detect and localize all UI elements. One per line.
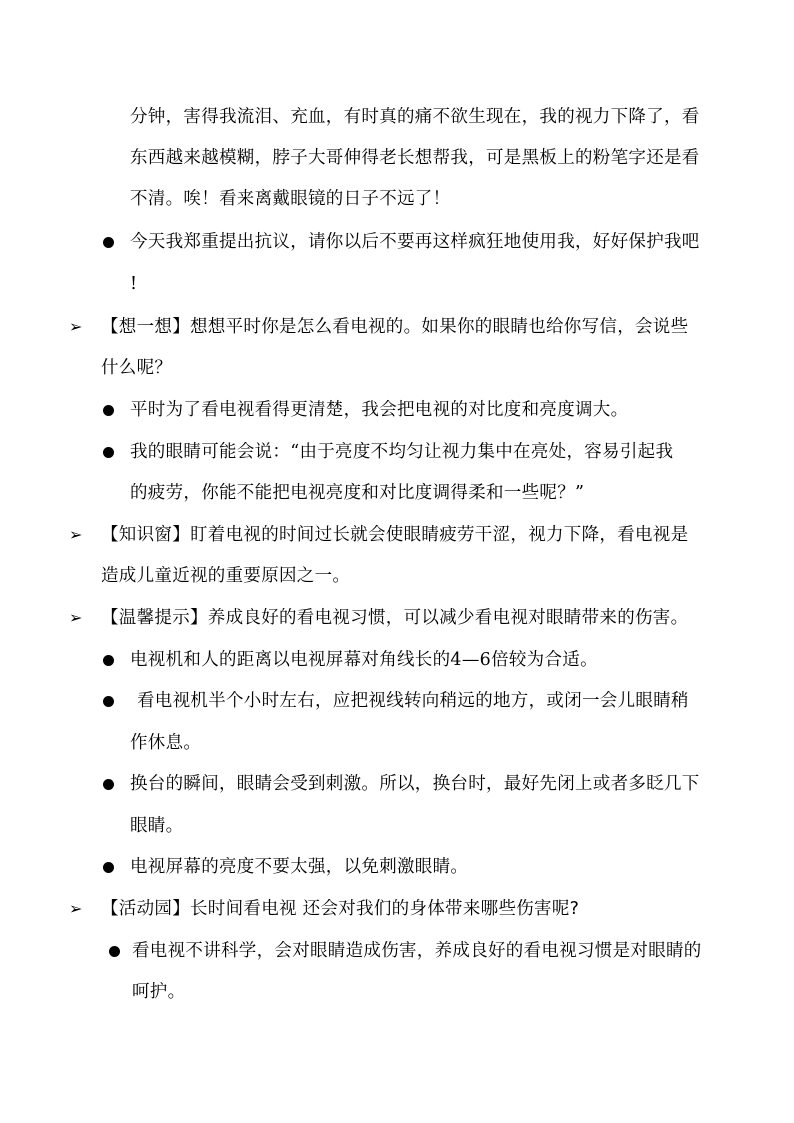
text-line: 造成儿童近视的重要原因之一。 xyxy=(101,566,351,586)
text-line: 分钟，害得我流泪、充血，有时真的痛不欲生现在，我的视力下降了，看 xyxy=(130,107,700,127)
text-line: 什么呢？ xyxy=(101,358,173,378)
bullet-icon xyxy=(103,696,114,707)
bullet-icon xyxy=(103,405,114,416)
text-line: 作休息。 xyxy=(130,733,202,753)
section-heading: 【想一想】想想平时你是怎么看电视的。如果你的眼睛也给你写信，会说些 xyxy=(101,317,689,337)
text-line: 今天我郑重提出抗议，请你以后不要再这样疯狂地使用我，好好保护我吧 xyxy=(130,232,700,252)
text-line: 电视屏幕的亮度不要太强，以免刺激眼睛。 xyxy=(130,857,469,877)
arrow-bullet-icon: ➢ xyxy=(69,525,83,544)
text-line: 眼睛。 xyxy=(130,816,184,836)
arrow-bullet-icon: ➢ xyxy=(69,899,83,918)
text-line: 呵护。 xyxy=(132,982,186,1002)
text-line: ! xyxy=(130,274,138,294)
text-line: 电视机和人的距离以电视屏幕对角线长的4—6倍较为合适。 xyxy=(130,650,598,670)
bullet-icon xyxy=(103,779,114,790)
bullet-icon xyxy=(109,946,120,957)
text-line: 换台的瞬间，眼睛会受到刺激。所以，换台时，最好先闭上或者多眨几下 xyxy=(130,774,700,794)
arrow-bullet-icon: ➢ xyxy=(69,317,83,336)
text-line: 东西越来越模糊，脖子大哥伸得老长想帮我，可是黑板上的粉笔字还是看 xyxy=(130,148,700,168)
arrow-bullet-icon: ➢ xyxy=(69,608,83,627)
section-heading: 【知识窗】盯着电视的时间过长就会使眼睛疲劳干涩，视力下降，看电视是 xyxy=(101,525,689,545)
bullet-icon xyxy=(103,237,114,248)
text-line: 我的眼睛可能会说：“由于亮度不均匀让视力集中在亮处，容易引起我 xyxy=(130,442,674,462)
bullet-icon xyxy=(103,447,114,458)
section-heading: 【温馨提示】养成良好的看电视习惯，可以减少看电视对眼睛带来的伤害。 xyxy=(101,608,689,628)
text-line: 看电视不讲科学，会对眼睛造成伤害，养成良好的看电视习惯是对眼睛的 xyxy=(132,941,702,961)
bullet-icon xyxy=(103,862,114,873)
text-line: 不清。唉！看来离戴眼镜的日子不远了！ xyxy=(130,189,451,209)
section-heading: 【活动园】长时间看电视 还会对我们的身体带来哪些伤害呢? xyxy=(101,899,580,919)
bullet-icon xyxy=(103,655,114,666)
text-line: 的疲劳，你能不能把电视亮度和对比度调得柔和一些呢？” xyxy=(130,483,585,503)
text-line: 看电视机半个小时左右，应把视线转向稍远的地方，或闭一会儿眼睛稍 xyxy=(137,691,689,711)
text-line: 平时为了看电视看得更清楚，我会把电视的对比度和亮度调大。 xyxy=(130,400,629,420)
